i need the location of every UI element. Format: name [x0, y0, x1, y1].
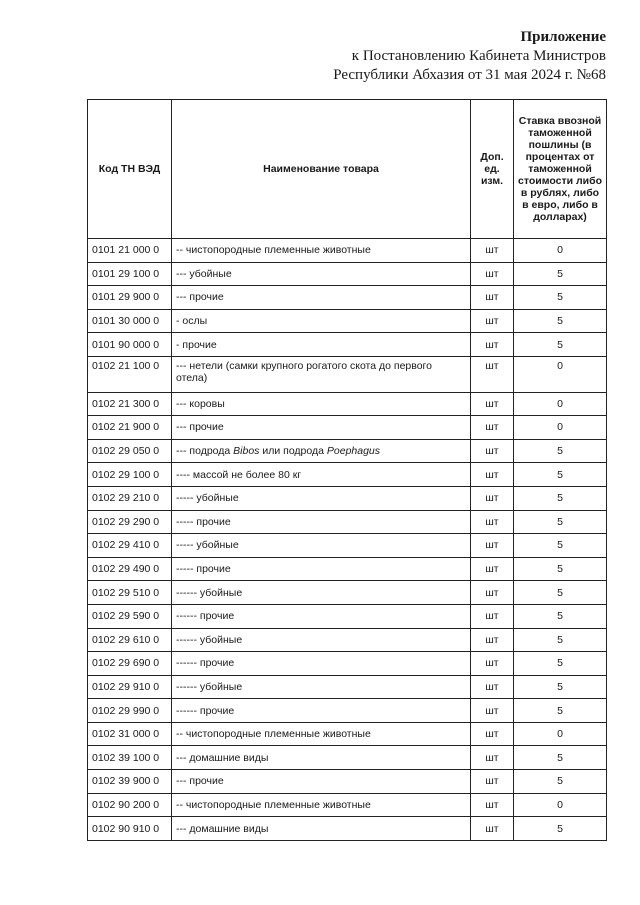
table-row [88, 722, 607, 746]
product-name-cell: --- домашние виды [172, 746, 471, 770]
unit-cell: шт [471, 356, 514, 392]
unit-cell: шт [471, 534, 514, 558]
unit-cell: шт [471, 770, 514, 794]
hs-code-cell: 0102 29 990 0 [88, 699, 172, 723]
table-row [88, 510, 607, 534]
duty-rate-cell: 5 [514, 604, 607, 628]
duty-rate-cell: 5 [514, 652, 607, 676]
duty-rate-cell: 5 [514, 557, 607, 581]
table-row [88, 628, 607, 652]
duty-rate-cell: 5 [514, 817, 607, 841]
unit-cell: шт [471, 333, 514, 357]
hs-code-cell: 0102 29 590 0 [88, 604, 172, 628]
hs-code-cell: 0102 29 490 0 [88, 557, 172, 581]
table-row [88, 793, 607, 817]
appendix-title: Приложение [520, 29, 606, 45]
table-row [88, 463, 607, 487]
header-name: Наименование товара [172, 100, 471, 239]
duty-rate-cell: 5 [514, 439, 607, 463]
hs-code-cell: 0102 90 200 0 [88, 793, 172, 817]
header-unit: Доп. ед. изм. [471, 100, 514, 239]
hs-code-cell: 0102 21 300 0 [88, 392, 172, 416]
unit-cell: шт [471, 628, 514, 652]
unit-cell: шт [471, 262, 514, 286]
table-row [88, 262, 607, 286]
taxon-name: Bibos [233, 445, 260, 458]
hs-code-cell: 0102 29 100 0 [88, 463, 172, 487]
product-name-cell: ----- убойные [172, 486, 471, 510]
hs-code-cell: 0102 29 910 0 [88, 675, 172, 699]
header-rate: Ставка ввозной таможенной пошлины (в процентах от таможенной стоимости либо в рублях, либо в евро, либо в долларах) [514, 100, 607, 239]
product-name-cell: -- чистопородные племенные животные [172, 239, 471, 263]
product-name-cell: ------ убойные [172, 628, 471, 652]
table-row [88, 699, 607, 723]
hs-code-cell: 0102 21 900 0 [88, 416, 172, 440]
unit-cell: шт [471, 557, 514, 581]
hs-code-cell: 0102 29 410 0 [88, 534, 172, 558]
unit-cell: шт [471, 722, 514, 746]
hs-code-cell: 0102 39 100 0 [88, 746, 172, 770]
unit-cell: шт [471, 817, 514, 841]
taxon-name: Poephagus [326, 445, 381, 458]
hs-code-cell: 0102 29 690 0 [88, 652, 172, 676]
unit-cell: шт [471, 309, 514, 333]
product-name-cell: ------ убойные [172, 581, 471, 605]
hs-code-cell: 0101 30 000 0 [88, 309, 172, 333]
hs-code-cell: 0102 90 910 0 [88, 817, 172, 841]
product-name-text: или подрода [259, 445, 327, 458]
duty-rate-cell: 5 [514, 486, 607, 510]
product-name-cell [172, 439, 471, 463]
unit-cell: шт [471, 746, 514, 770]
product-name-cell: ----- прочие [172, 510, 471, 534]
product-name-text: --- подрода [176, 445, 234, 458]
unit-cell: шт [471, 239, 514, 263]
duty-rate-cell: 5 [514, 262, 607, 286]
header-code: Код ТН ВЭД [88, 100, 172, 239]
hs-code-cell: 0102 29 510 0 [88, 581, 172, 605]
table-row [88, 770, 607, 794]
duty-rate-cell: 0 [514, 793, 607, 817]
product-name-cell: ---- массой не более 80 кг [172, 463, 471, 487]
product-name-cell: --- прочие [172, 416, 471, 440]
unit-cell: шт [471, 652, 514, 676]
unit-cell: шт [471, 416, 514, 440]
table-row [88, 534, 607, 558]
hs-code-cell: 0102 29 210 0 [88, 486, 172, 510]
unit-cell: шт [471, 793, 514, 817]
product-name-cell: --- прочие [172, 770, 471, 794]
duty-rate-cell: 5 [514, 675, 607, 699]
product-name-cell: ------ прочие [172, 604, 471, 628]
table-row [88, 416, 607, 440]
table-row [88, 239, 607, 263]
product-name-cell: --- коровы [172, 392, 471, 416]
unit-cell: шт [471, 699, 514, 723]
unit-cell: шт [471, 286, 514, 310]
duty-rate-cell: 5 [514, 746, 607, 770]
duty-rate-cell: 0 [514, 392, 607, 416]
duty-rate-cell: 0 [514, 416, 607, 440]
product-name-cell: - ослы [172, 309, 471, 333]
hs-code-cell: 0101 90 000 0 [88, 333, 172, 357]
duty-rate-cell: 5 [514, 510, 607, 534]
unit-cell: шт [471, 392, 514, 416]
table-row [88, 817, 607, 841]
table-row [88, 581, 607, 605]
table-row [88, 333, 607, 357]
duty-rate-cell: 5 [514, 628, 607, 652]
duty-rate-cell: 5 [514, 333, 607, 357]
duty-rate-cell: 5 [514, 581, 607, 605]
decree-date: Республики Абхазия от 31 мая 2024 г. №68 [333, 67, 606, 83]
product-name-cell: --- домашние виды [172, 817, 471, 841]
table-row [88, 652, 607, 676]
table-row [88, 557, 607, 581]
product-name-cell: --- прочие [172, 286, 471, 310]
product-name-cell: -- чистопородные племенные животные [172, 793, 471, 817]
duty-rate-cell: 5 [514, 770, 607, 794]
duty-rate-cell: 5 [514, 286, 607, 310]
duty-rate-cell: 0 [514, 356, 607, 392]
unit-cell: шт [471, 581, 514, 605]
product-name-cell: ------ прочие [172, 652, 471, 676]
table-row [88, 356, 607, 392]
table-body [88, 239, 607, 841]
table-header-row [88, 100, 607, 239]
decree-reference: к Постановлению Кабинета Министров [351, 48, 606, 64]
duty-rate-cell: 5 [514, 463, 607, 487]
product-name-cell: --- убойные [172, 262, 471, 286]
table-row [88, 604, 607, 628]
unit-cell: шт [471, 604, 514, 628]
hs-code-cell: 0102 31 000 0 [88, 722, 172, 746]
product-name-cell: ----- убойные [172, 534, 471, 558]
duty-rate-cell: 5 [514, 699, 607, 723]
unit-cell: шт [471, 463, 514, 487]
product-name-cell: -- чистопородные племенные животные [172, 722, 471, 746]
table-row [88, 746, 607, 770]
hs-code-cell: 0102 29 610 0 [88, 628, 172, 652]
product-name-cell: ----- прочие [172, 557, 471, 581]
unit-cell: шт [471, 439, 514, 463]
hs-code-cell: 0101 29 900 0 [88, 286, 172, 310]
product-name-cell: - прочие [172, 333, 471, 357]
product-name-cell: --- нетели (самки крупного рогатого скота до первого отела) [172, 356, 471, 392]
unit-cell: шт [471, 510, 514, 534]
product-name-cell: ------ убойные [172, 675, 471, 699]
hs-code-cell: 0101 21 000 0 [88, 239, 172, 263]
unit-cell: шт [471, 675, 514, 699]
table-row [88, 439, 607, 463]
document-header [46, 28, 606, 85]
duty-rate-cell: 5 [514, 534, 607, 558]
duty-rate-cell: 5 [514, 309, 607, 333]
hs-code-cell: 0102 39 900 0 [88, 770, 172, 794]
unit-cell: шт [471, 486, 514, 510]
hs-code-cell: 0102 29 290 0 [88, 510, 172, 534]
table-row [88, 286, 607, 310]
hs-code-cell: 0102 29 050 0 [88, 439, 172, 463]
duty-rate-cell: 0 [514, 239, 607, 263]
tariff-table [87, 99, 607, 841]
hs-code-cell: 0101 29 100 0 [88, 262, 172, 286]
product-name-cell: ------ прочие [172, 699, 471, 723]
table-row [88, 309, 607, 333]
duty-rate-cell: 0 [514, 722, 607, 746]
hs-code-cell: 0102 21 100 0 [88, 356, 172, 392]
table-row [88, 675, 607, 699]
table-row [88, 486, 607, 510]
table-row [88, 392, 607, 416]
